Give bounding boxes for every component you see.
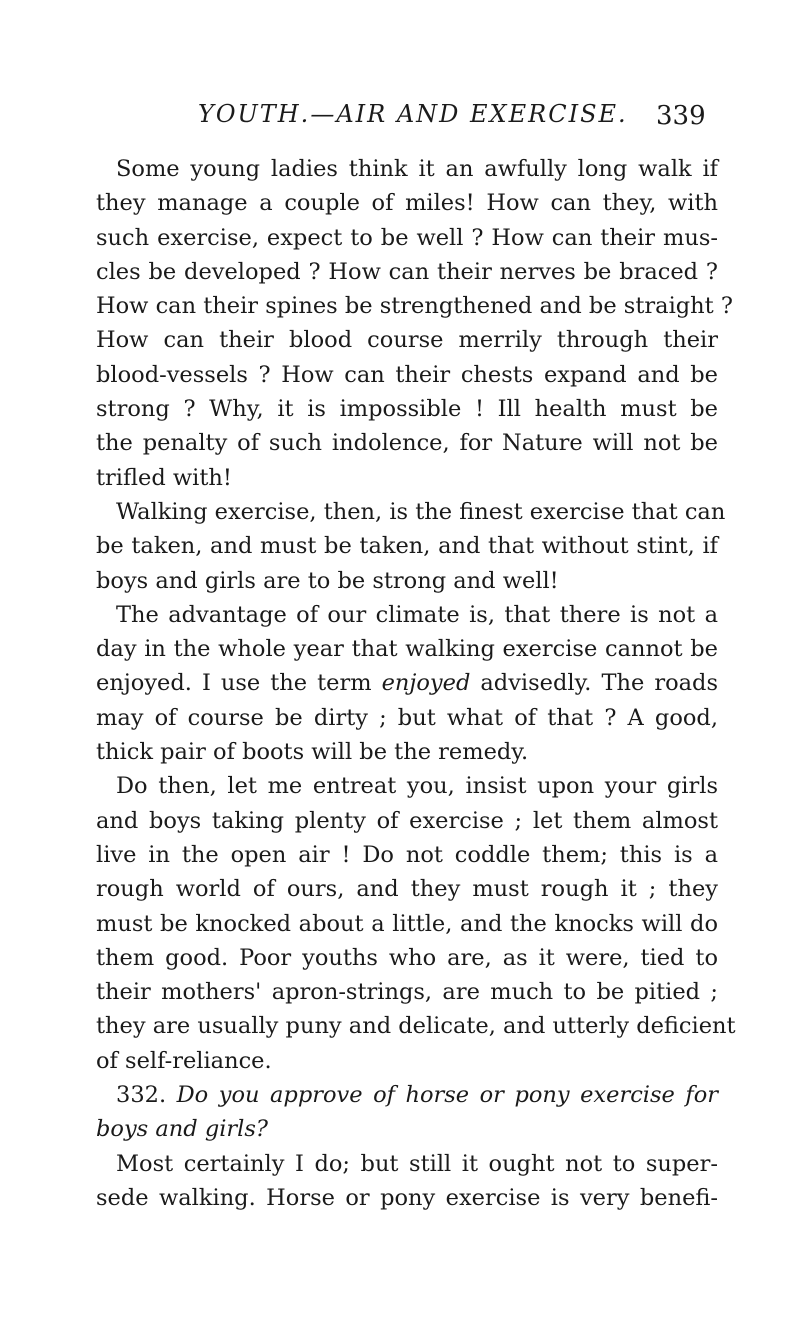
text-line: their mothers' apron-strings, are much to be pitied ; [96,979,718,1006]
text-line: live in the open air ! Do not coddle them; this is a [96,841,718,868]
text-line: and boys taking plenty of exercise ; let them almost [96,807,718,834]
text-line: day in the whole year that walking exercise cannot be [96,636,718,663]
text-line: trifled with! [96,464,232,491]
text-line: blood-vessels ? How can their chests expand and be [96,361,718,388]
running-title: YOUTH.—AIR AND EXERCISE. [198,100,628,128]
text-segment: advisedly. The roads [480,670,718,697]
text-line: The advantage of our climate is, that there is not a [116,601,718,628]
question-line: boys and girls? [96,1116,268,1143]
text-line: Some young ladies think it an awfully long walk if [116,156,718,182]
text-line: be taken, and must be taken, and that without stint, if [96,533,718,560]
question-text: Do you approve of horse or pony exercise for [176,1082,719,1109]
text-line: thick pair of boots will be the remedy. [96,739,529,766]
body-text [96,152,736,1215]
text-line: sede walking. Horse or pony exercise is very benefi- [96,1184,718,1211]
question-number: 332. [116,1082,167,1109]
text-line: strong ? Why, it is impossible ! Ill health must be [96,396,718,423]
text-line: may of course be dirty ; but what of that ? A good, [96,704,718,731]
running-head [0,92,800,136]
page-number: 339 [656,101,706,131]
text-line: How can their blood course merrily through their [96,327,718,354]
text-line: Most certainly I do; but still it ought not to super- [116,1150,718,1177]
text-line: must be knocked about a little, and the knocks will do [96,910,718,937]
text-segment: enjoyed. I use the term [96,670,372,697]
text-line: cles be developed ? How can their nerves be braced ? [96,258,718,285]
text-line: Walking exercise, then, is the finest exercise that can [116,498,726,525]
text-line: they are usually puny and delicate, and utterly deficient [96,1013,736,1040]
text-line-mixed [96,666,718,700]
text-line: Do then, let me entreat you, insist upon your girls [116,773,718,800]
text-line: of self-reliance. [96,1047,272,1074]
text-line: such exercise, expect to be well ? How can their mus- [96,224,718,251]
question-line [96,1078,718,1112]
text-line: them good. Poor youths who are, as it were, tied to [96,944,718,971]
text-line: How can their spines be strengthened and be straight ? [96,293,733,320]
text-line: they manage a couple of miles! How can they, with [96,190,718,217]
text-line: rough world of ours, and they must rough it ; they [96,876,718,903]
text-line: boys and girls are to be strong and well! [96,567,559,594]
italic-term: enjoyed [381,670,471,697]
text-line: the penalty of such indolence, for Nature will not be [96,430,718,457]
